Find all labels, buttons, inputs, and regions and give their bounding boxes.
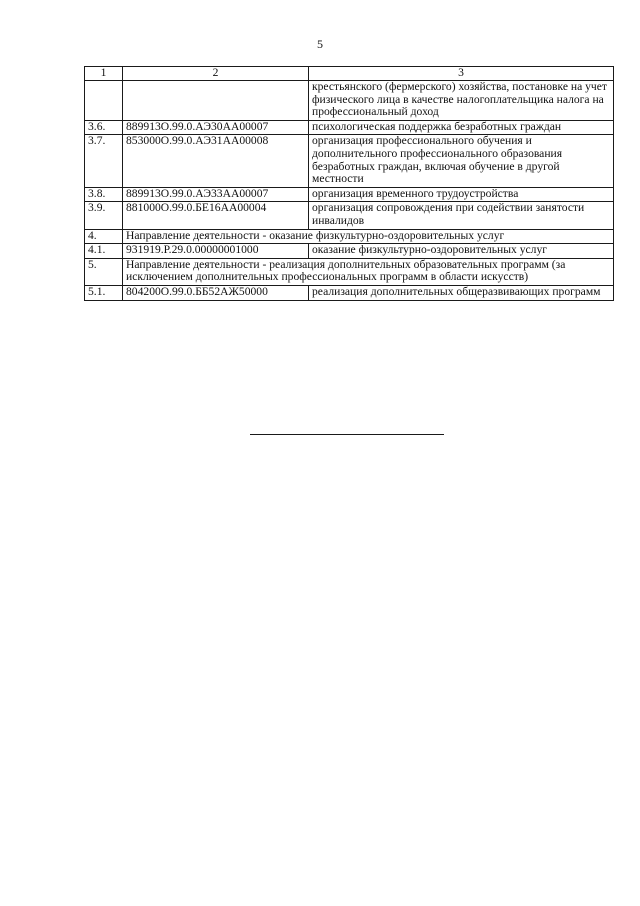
row-number: 3.6. (85, 120, 123, 135)
row-number: 3.7. (85, 135, 123, 187)
row-number: 5.1. (85, 285, 123, 300)
table-row (85, 244, 614, 259)
services-table (84, 66, 614, 301)
section-heading: Направление деятельности - оказание физкультурно-оздоровительных услуг (123, 229, 614, 244)
header-cell-3: 3 (309, 67, 614, 81)
row-number: 3.9. (85, 202, 123, 229)
row-service-text: оказание физкультурно-оздоровительных услуг (309, 244, 614, 259)
row-number: 5. (85, 258, 123, 285)
row-number: 4.1. (85, 244, 123, 259)
page-number: 5 (317, 37, 323, 51)
row-code (123, 81, 309, 121)
table-section-row (85, 229, 614, 244)
row-code: 804200О.99.0.ББ52АЖ50000 (123, 285, 309, 300)
row-service-text: организация сопровождения при содействии занятости инвалидов (309, 202, 614, 229)
row-code: 889913О.99.0.АЭ33АА00007 (123, 187, 309, 202)
row-code: 889913О.99.0.АЭ30АА00007 (123, 120, 309, 135)
table-row (85, 187, 614, 202)
row-number (85, 81, 123, 121)
closing-line (250, 434, 444, 435)
row-code: 853000О.99.0.АЭ31АА00008 (123, 135, 309, 187)
row-service-text: организация временного трудоустройства (309, 187, 614, 202)
row-service-text: организация профессионального обучения и дополнительного профессионального образования безработных граждан, включая обучение в другой местности (309, 135, 614, 187)
table-row (85, 81, 614, 121)
table-row (85, 120, 614, 135)
row-service-text: крестьянского (фермерского) хозяйства, постановке на учет физического лица в качестве налогоплательщика налога на профессиональный доход (309, 81, 614, 121)
row-code: 931919.Р.29.0.00000001000 (123, 244, 309, 259)
table-row (85, 135, 614, 187)
table-row (85, 285, 614, 300)
row-service-text: реализация дополнительных общеразвивающих программ (309, 285, 614, 300)
table-row (85, 202, 614, 229)
row-code: 881000О.99.0.БЕ16АА00004 (123, 202, 309, 229)
section-heading: Направление деятельности - реализация дополнительных образовательных программ (за исключением дополнительных профессиональных программ в области искусств) (123, 258, 614, 285)
header-cell-1: 1 (85, 67, 123, 81)
row-number: 3.8. (85, 187, 123, 202)
table-header-row (85, 67, 614, 81)
row-number: 4. (85, 229, 123, 244)
header-cell-2: 2 (123, 67, 309, 81)
row-service-text: психологическая поддержка безработных граждан (309, 120, 614, 135)
table-section-row (85, 258, 614, 285)
